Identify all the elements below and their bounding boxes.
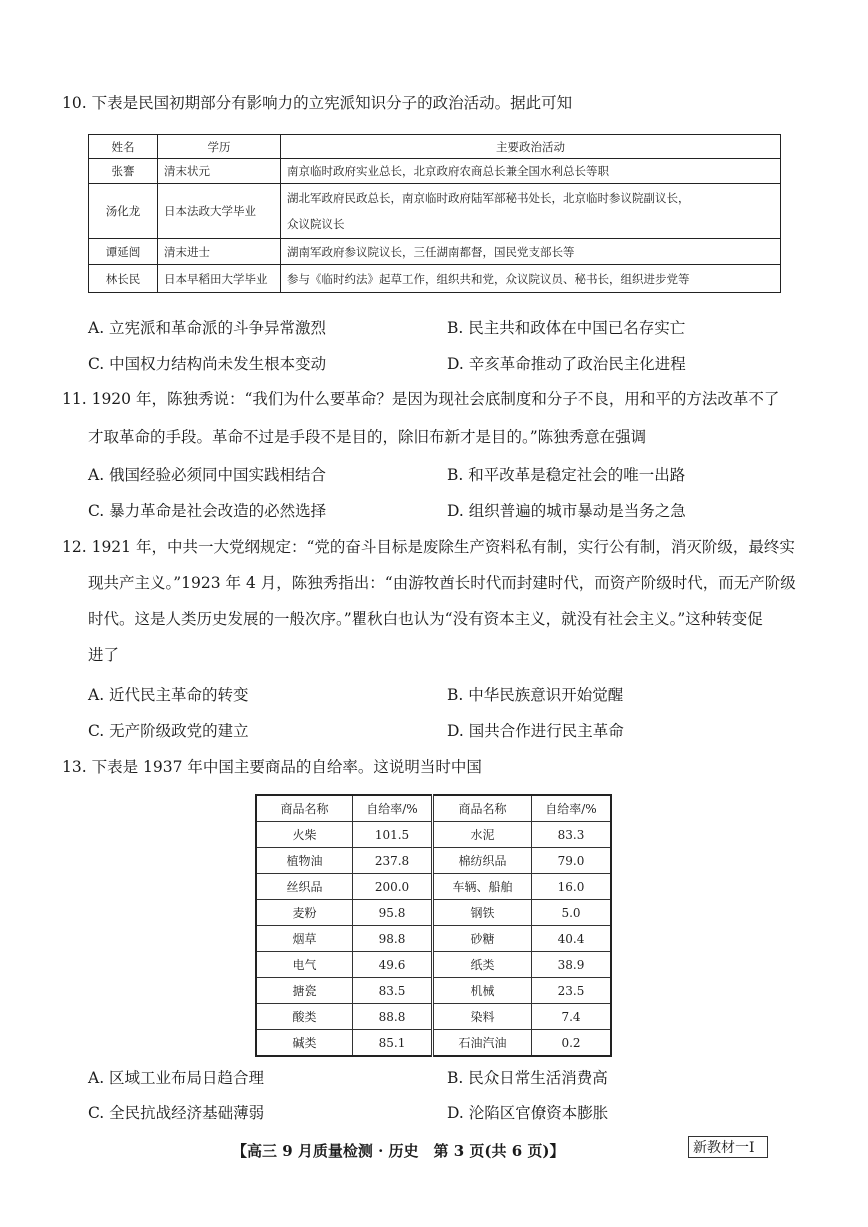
rate-cell: 101.5 [353,822,433,848]
table-header-row [89,135,781,159]
page-footer: 【高三 9 月质量检测 · 历史 第 3 页(共 6 页)】 [232,1142,565,1160]
product-cell: 染料 [433,1004,532,1030]
q10-option-c: C. 中国权力结构尚未发生根本变动 [88,355,327,373]
table-header-cell: 商品名称 [433,795,532,822]
edition-badge: 新教材一Ⅰ [688,1136,768,1158]
table-header-row [256,795,611,822]
rate-cell: 38.9 [532,952,612,978]
product-cell: 石油汽油 [433,1030,532,1057]
q12-line: 现共产主义。”1923 年 4 月，陈独秀指出：“由游牧酋长时代而封建时代，而资产阶级时代，而无产阶级 [88,574,796,592]
q13-option-c: C. 全民抗战经济基础薄弱 [88,1104,265,1122]
product-cell: 植物油 [256,848,353,874]
product-cell: 碱类 [256,1030,353,1057]
name-cell: 张謇 [89,159,158,184]
activity-cell: 南京临时政府实业总长，北京政府农商总长兼全国水利总长等职 [281,159,781,184]
q11-option-c: C. 暴力革命是社会改造的必然选择 [88,502,327,520]
rate-cell: 95.8 [353,900,433,926]
table-row [256,926,611,952]
table-header-cell: 商品名称 [256,795,353,822]
rate-cell: 16.0 [532,874,612,900]
q11-line: 11. 1920 年，陈独秀说：“我们为什么要革命？是因为现社会底制度和分子不良，用和平的方法改革不了 [62,390,780,408]
q12-option-b: B. 中华民族意识开始觉醒 [447,686,624,704]
table-row [89,159,781,184]
q12-option-c: C. 无产阶级政党的建立 [88,722,249,740]
q10-option-d: D. 辛亥革命推动了政治民主化进程 [447,355,686,373]
q13-table [255,794,612,1057]
name-cell: 汤化龙 [89,184,158,239]
table-row [256,900,611,926]
q12-line: 时代。这是人类历史发展的一般次序。”瞿秋白也认为“没有资本主义，就没有社会主义。”这种转变促 [88,610,763,628]
product-cell: 麦粉 [256,900,353,926]
table-row [256,874,611,900]
product-cell: 水泥 [433,822,532,848]
table-header-cell: 自给率/% [353,795,433,822]
q12-option-d: D. 国共合作进行民主革命 [447,722,624,740]
product-cell: 搪瓷 [256,978,353,1004]
product-cell: 棉纺织品 [433,848,532,874]
rate-cell: 237.8 [353,848,433,874]
rate-cell: 83.3 [532,822,612,848]
table-row [89,239,781,265]
table-header-cell: 学历 [158,135,281,159]
q12-line: 进了 [88,646,120,664]
product-cell: 电气 [256,952,353,978]
table-row [89,184,781,239]
activity-cell: 参与《临时约法》起草工作，组织共和党，众议院议员、秘书长，组织进步党等 [281,265,781,293]
q11-option-a: A. 俄国经验必须同中国实践相结合 [88,466,327,484]
product-cell: 车辆、船舶 [433,874,532,900]
product-cell: 火柴 [256,822,353,848]
q10-stem: 10. 下表是民国初期部分有影响力的立宪派知识分子的政治活动。据此可知 [62,94,573,112]
q11-option-b: B. 和平改革是稳定社会的唯一出路 [447,466,686,484]
q13-stem: 13. 下表是 1937 年中国主要商品的自给率。这说明当时中国 [62,758,482,776]
product-cell: 钢铁 [433,900,532,926]
q13-option-b: B. 民众日常生活消费高 [447,1069,608,1087]
rate-cell: 85.1 [353,1030,433,1057]
rate-cell: 40.4 [532,926,612,952]
product-cell: 酸类 [256,1004,353,1030]
rate-cell: 5.0 [532,900,612,926]
q11-option-d: D. 组织普遍的城市暴动是当务之急 [447,502,686,520]
activity-cell [281,184,781,239]
product-cell: 烟草 [256,926,353,952]
table-row [256,848,611,874]
table-row [256,1004,611,1030]
q12-line: 12. 1921 年，中共一大党纲规定：“党的奋斗目标是废除生产资料私有制，实行公有制，消灭阶级，最终实 [62,538,795,556]
rate-cell: 23.5 [532,978,612,1004]
name-cell: 林长民 [89,265,158,293]
q13-option-a: A. 区域工业布局日趋合理 [88,1069,265,1087]
edu-cell: 日本早稻田大学毕业 [158,265,281,293]
table-row [256,978,611,1004]
q13-option-d: D. 沦陷区官僚资本膨胀 [447,1104,609,1122]
table-row [256,1030,611,1057]
edu-cell: 清末进士 [158,239,281,265]
rate-cell: 98.8 [353,926,433,952]
edu-cell: 日本法政大学毕业 [158,184,281,239]
table-header-cell: 主要政治活动 [281,135,781,159]
name-cell: 谭延闿 [89,239,158,265]
rate-cell: 49.6 [353,952,433,978]
table-header-cell: 自给率/% [532,795,612,822]
table-row [256,952,611,978]
activity-line: 众议院议长 [287,217,345,231]
q10-option-b: B. 民主共和政体在中国已名存实亡 [447,319,686,337]
activity-cell: 湖南军政府参议院议长，三任湖南都督，国民党支部长等 [281,239,781,265]
product-cell: 丝织品 [256,874,353,900]
q10-option-a: A. 立宪派和革命派的斗争异常激烈 [88,319,327,337]
product-cell: 砂糖 [433,926,532,952]
rate-cell: 83.5 [353,978,433,1004]
q10-table [88,134,781,293]
table-header-cell: 姓名 [89,135,158,159]
rate-cell: 79.0 [532,848,612,874]
edu-cell: 清末状元 [158,159,281,184]
rate-cell: 88.8 [353,1004,433,1030]
q11-line: 才取革命的手段。革命不过是手段不是目的，除旧布新才是目的。”陈独秀意在强调 [88,428,647,446]
table-row [89,265,781,293]
rate-cell: 0.2 [532,1030,612,1057]
activity-line: 湖北军政府民政总长，南京临时政府陆军部秘书处长，北京临时参议院副议长， [287,191,690,205]
q12-option-a: A. 近代民主革命的转变 [88,686,249,704]
rate-cell: 200.0 [353,874,433,900]
rate-cell: 7.4 [532,1004,612,1030]
table-row [256,822,611,848]
product-cell: 纸类 [433,952,532,978]
product-cell: 机械 [433,978,532,1004]
